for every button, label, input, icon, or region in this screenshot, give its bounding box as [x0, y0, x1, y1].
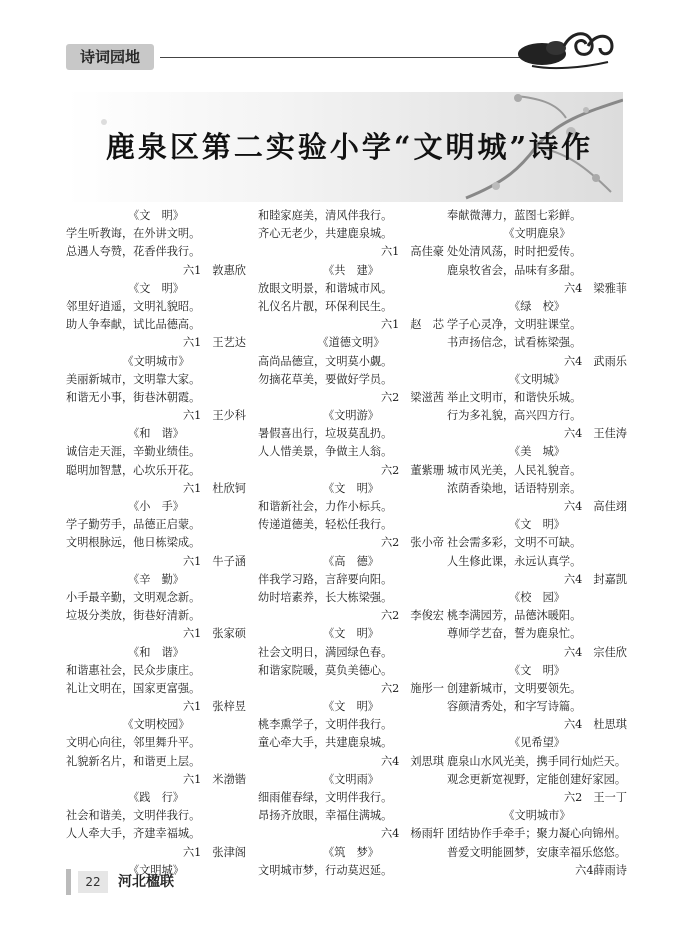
poem-verse: 齐心无老少，共建鹿泉城。	[258, 227, 393, 241]
poem-author: 六1 王艺达	[182, 336, 246, 350]
poem-verse: 暑假喜出行，垃圾莫乱扔。	[258, 427, 393, 441]
poem-verse: 文明心向往，邻里舞升平。	[66, 736, 201, 750]
section-tag	[66, 44, 154, 70]
poem-author: 六4 杨雨轩	[380, 827, 444, 841]
poem-title: 《高 德》	[323, 554, 379, 568]
poem-author: 六1 张津阁	[182, 845, 246, 859]
poem-verse: 幼时培素养，长大栋梁强。	[258, 590, 393, 604]
poem-author: 六2 施彤一	[380, 681, 444, 695]
title-banner	[66, 92, 623, 202]
poem-title: 《文明城市》	[503, 809, 571, 823]
poem-title: 《文 明》	[128, 209, 184, 222]
poem-title: 《文明游》	[323, 409, 379, 423]
poem-author: 六4 王佳涛	[563, 427, 627, 441]
poem-author: 六2 董紫珊	[380, 463, 444, 477]
poem-author: 六1 杜欣钶	[182, 481, 246, 495]
poem-title: 《践 行》	[128, 791, 184, 804]
poem-verse: 鹿泉山水风光美，携手同行灿烂天。	[447, 754, 627, 768]
poem-verse: 学生听教诲，在外讲文明。	[66, 227, 201, 241]
footer-bar	[66, 869, 71, 895]
poem-title: 《文明城》	[509, 372, 565, 386]
poem-verse: 学子勤劳手，品德正启蒙。	[66, 518, 201, 532]
poem-title: 《共 建》	[323, 263, 379, 277]
poem-author: 六1 张梓昱	[182, 700, 246, 714]
poem-title: 《文明校园》	[122, 718, 190, 732]
poem-verse: 细雨催春绿，文明伴我行。	[258, 791, 393, 804]
poem-verse: 人人牵大手，齐建幸福城。	[66, 827, 201, 841]
poem-title: 《和 谐》	[128, 645, 184, 659]
poem-author: 六1 牛子涵	[182, 554, 246, 568]
poem-verse: 童心牵大手，共建鹿泉城。	[258, 736, 393, 750]
poem-author: 六4 刘思琪	[380, 754, 444, 768]
poem-author: 六4 武雨乐	[563, 354, 627, 368]
poem-verse: 勿摘花草美，要做好学员。	[258, 372, 393, 386]
poem-title: 《文明城市》	[122, 354, 190, 368]
poem-verse: 容颜清秀处，和字写诗篇。	[447, 700, 582, 714]
poem-verse: 文明根脉远，他日栋梁成。	[66, 536, 201, 550]
poem-author: 六1 米渤锴	[182, 772, 246, 786]
poem-verse: 处处清风荡，时时把爱传。	[447, 245, 582, 259]
poem-author: 六4 宗佳欣	[563, 645, 627, 659]
poem-title: 《文 明》	[323, 627, 379, 641]
poem-author: 六4 梁雅菲	[563, 281, 627, 295]
poem-title: 《筑 梦》	[323, 845, 379, 859]
poem-verse: 礼让文明在，国家更富强。	[66, 681, 201, 695]
poem-title: 《校 园》	[509, 590, 565, 604]
poem-title: 《文 明》	[128, 281, 184, 295]
poem-title: 《辛 勤》	[128, 572, 184, 586]
poem-verse: 文明城市梦，行动莫迟延。	[258, 863, 393, 877]
poem-verse: 和谐家院暖，莫负美德心。	[258, 663, 393, 677]
poem-verse: 和睦家庭美，清风伴我行。	[258, 209, 393, 222]
poem-verse: 伴我学习路，言辞要向阳。	[258, 572, 393, 586]
poem-verse: 城市风光美，人民礼貌音。	[447, 463, 582, 477]
poem-verse: 传递道德美，轻松任我行。	[258, 518, 393, 532]
poem-title: 《道德文明》	[317, 336, 385, 350]
poem-title: 《文 明》	[323, 700, 379, 714]
poem-verse: 和谐惠社会，民众步康庄。	[66, 663, 201, 677]
poem-author: 六1 张家硕	[182, 627, 246, 641]
poem-author: 六4 封嘉凯	[563, 572, 627, 586]
poem-verse: 昂扬齐放眼，幸福住满城。	[258, 809, 393, 823]
poem-verse: 社会需多彩，文明不可缺。	[447, 536, 582, 550]
poem-verse: 美丽新城市，文明靠大家。	[66, 372, 201, 386]
poem-author: 六1 高佳豪	[380, 245, 444, 259]
poem-verse: 礼仪名片靓，环保利民生。	[258, 299, 393, 313]
poem-title: 《文 明》	[509, 663, 565, 677]
poem-verse: 礼貌新名片，和谐更上层。	[66, 754, 201, 768]
poem-verse: 人人惜美景，争做主人翁。	[258, 445, 393, 459]
poem-author: 六4 杜思琪	[563, 718, 627, 732]
poem-author: 六2 王一丁	[563, 791, 627, 804]
poem-verse: 创建新城市，文明要领先。	[447, 681, 582, 695]
poem-author: 六2 张小帝	[380, 536, 444, 550]
poem-author: 六1 敦惠欣	[182, 263, 246, 277]
poem-author: 六2 李俊宏	[380, 609, 444, 623]
poem-title: 《文明城》	[128, 863, 184, 877]
poem-title: 《文明鹿泉》	[503, 227, 571, 241]
poem-verse: 和谐无小事，街巷沐朝霞。	[66, 390, 201, 404]
poem-verse: 放眼文明景，和谐城市风。	[258, 281, 393, 295]
poem-title: 《小 手》	[128, 500, 184, 513]
poem-column-2	[258, 207, 444, 880]
article-title: 鹿泉区第二实验小学“文明城”诗作	[105, 130, 594, 164]
poem-title: 《见希望》	[509, 736, 565, 750]
poem-verse: 聪明加智慧，心坎乐开花。	[66, 463, 201, 477]
poem-author: 六2 梁滋茜	[380, 390, 444, 404]
poem-verse: 社会文明日，满园绿色春。	[258, 645, 393, 659]
poem-column-1	[66, 207, 246, 880]
poem-verse: 团结协作手牵手；聚力凝心向锦州。	[447, 827, 627, 841]
poem-verse: 行为多礼貌，高兴四方行。	[447, 409, 582, 423]
section-label: 诗词园地	[79, 48, 140, 66]
poem-verse: 桃李满园芳，品德沐暖阳。	[447, 609, 582, 623]
poem-verse: 尊师学艺奋，誓为鹿泉忙。	[447, 627, 582, 641]
poem-verse: 书声扬信念，试看栋梁强。	[447, 336, 582, 350]
poem-verse: 和谐新社会，力作小标兵。	[258, 500, 393, 513]
poem-verse: 学子心灵净，文明驻课堂。	[447, 318, 582, 332]
poem-title: 《和 谐》	[128, 427, 184, 441]
poem-verse: 诚信走天涯，辛勤业绩佳。	[66, 445, 201, 459]
page-number: 22	[78, 871, 108, 893]
poem-author: 六4 高佳翊	[563, 500, 627, 513]
poem-title: 《美 城》	[509, 445, 565, 459]
poem-verse: 鹿泉牧省会，品味有多甜。	[447, 263, 582, 277]
poem-verse: 举止文明市，和谐快乐城。	[447, 390, 582, 404]
poem-verse: 浓荫香染地，话语特别亲。	[447, 481, 582, 495]
poem-verse: 社会和谐美，文明伴我行。	[66, 809, 201, 823]
poem-verse: 观念更新宽视野，定能创建好家园。	[447, 772, 627, 786]
cloud-ornament-icon	[512, 24, 622, 76]
poem-verse: 高尚品德宣，文明莫小觑。	[258, 354, 393, 368]
poem-author: 六1 王少科	[182, 409, 246, 423]
poem-verse: 桃李熏学子，文明伴我行。	[258, 718, 393, 732]
poem-author: 六4薛雨诗	[575, 863, 627, 877]
poem-verse: 总遇人夸赞，花香伴我行。	[66, 245, 201, 259]
poem-verse: 助人争奉献，试比品德高。	[66, 318, 201, 332]
poem-author: 六1 赵 芯	[380, 318, 444, 332]
poem-title: 《文 明》	[323, 481, 379, 495]
poem-verse: 普爱文明能圆梦，安康幸福乐悠悠。	[447, 845, 627, 859]
poem-verse: 奉献微薄力，蓝图七彩鲜。	[447, 209, 582, 222]
poem-verse: 邻里好逍遥，文明礼貌昭。	[66, 299, 201, 313]
poem-column-3	[447, 207, 627, 880]
poem-title: 《绿 校》	[509, 299, 565, 313]
header-rule	[160, 57, 525, 58]
poem-verse: 小手最辛勤，文明观念新。	[66, 590, 201, 604]
publication-name: 河北楹联	[118, 874, 174, 890]
poem-verse: 人生修此课，永远认真学。	[447, 554, 582, 568]
poem-title: 《文明雨》	[323, 772, 379, 786]
poem-title: 《文 明》	[509, 518, 565, 532]
poem-verse: 垃圾分类放，街巷好清新。	[66, 609, 201, 623]
